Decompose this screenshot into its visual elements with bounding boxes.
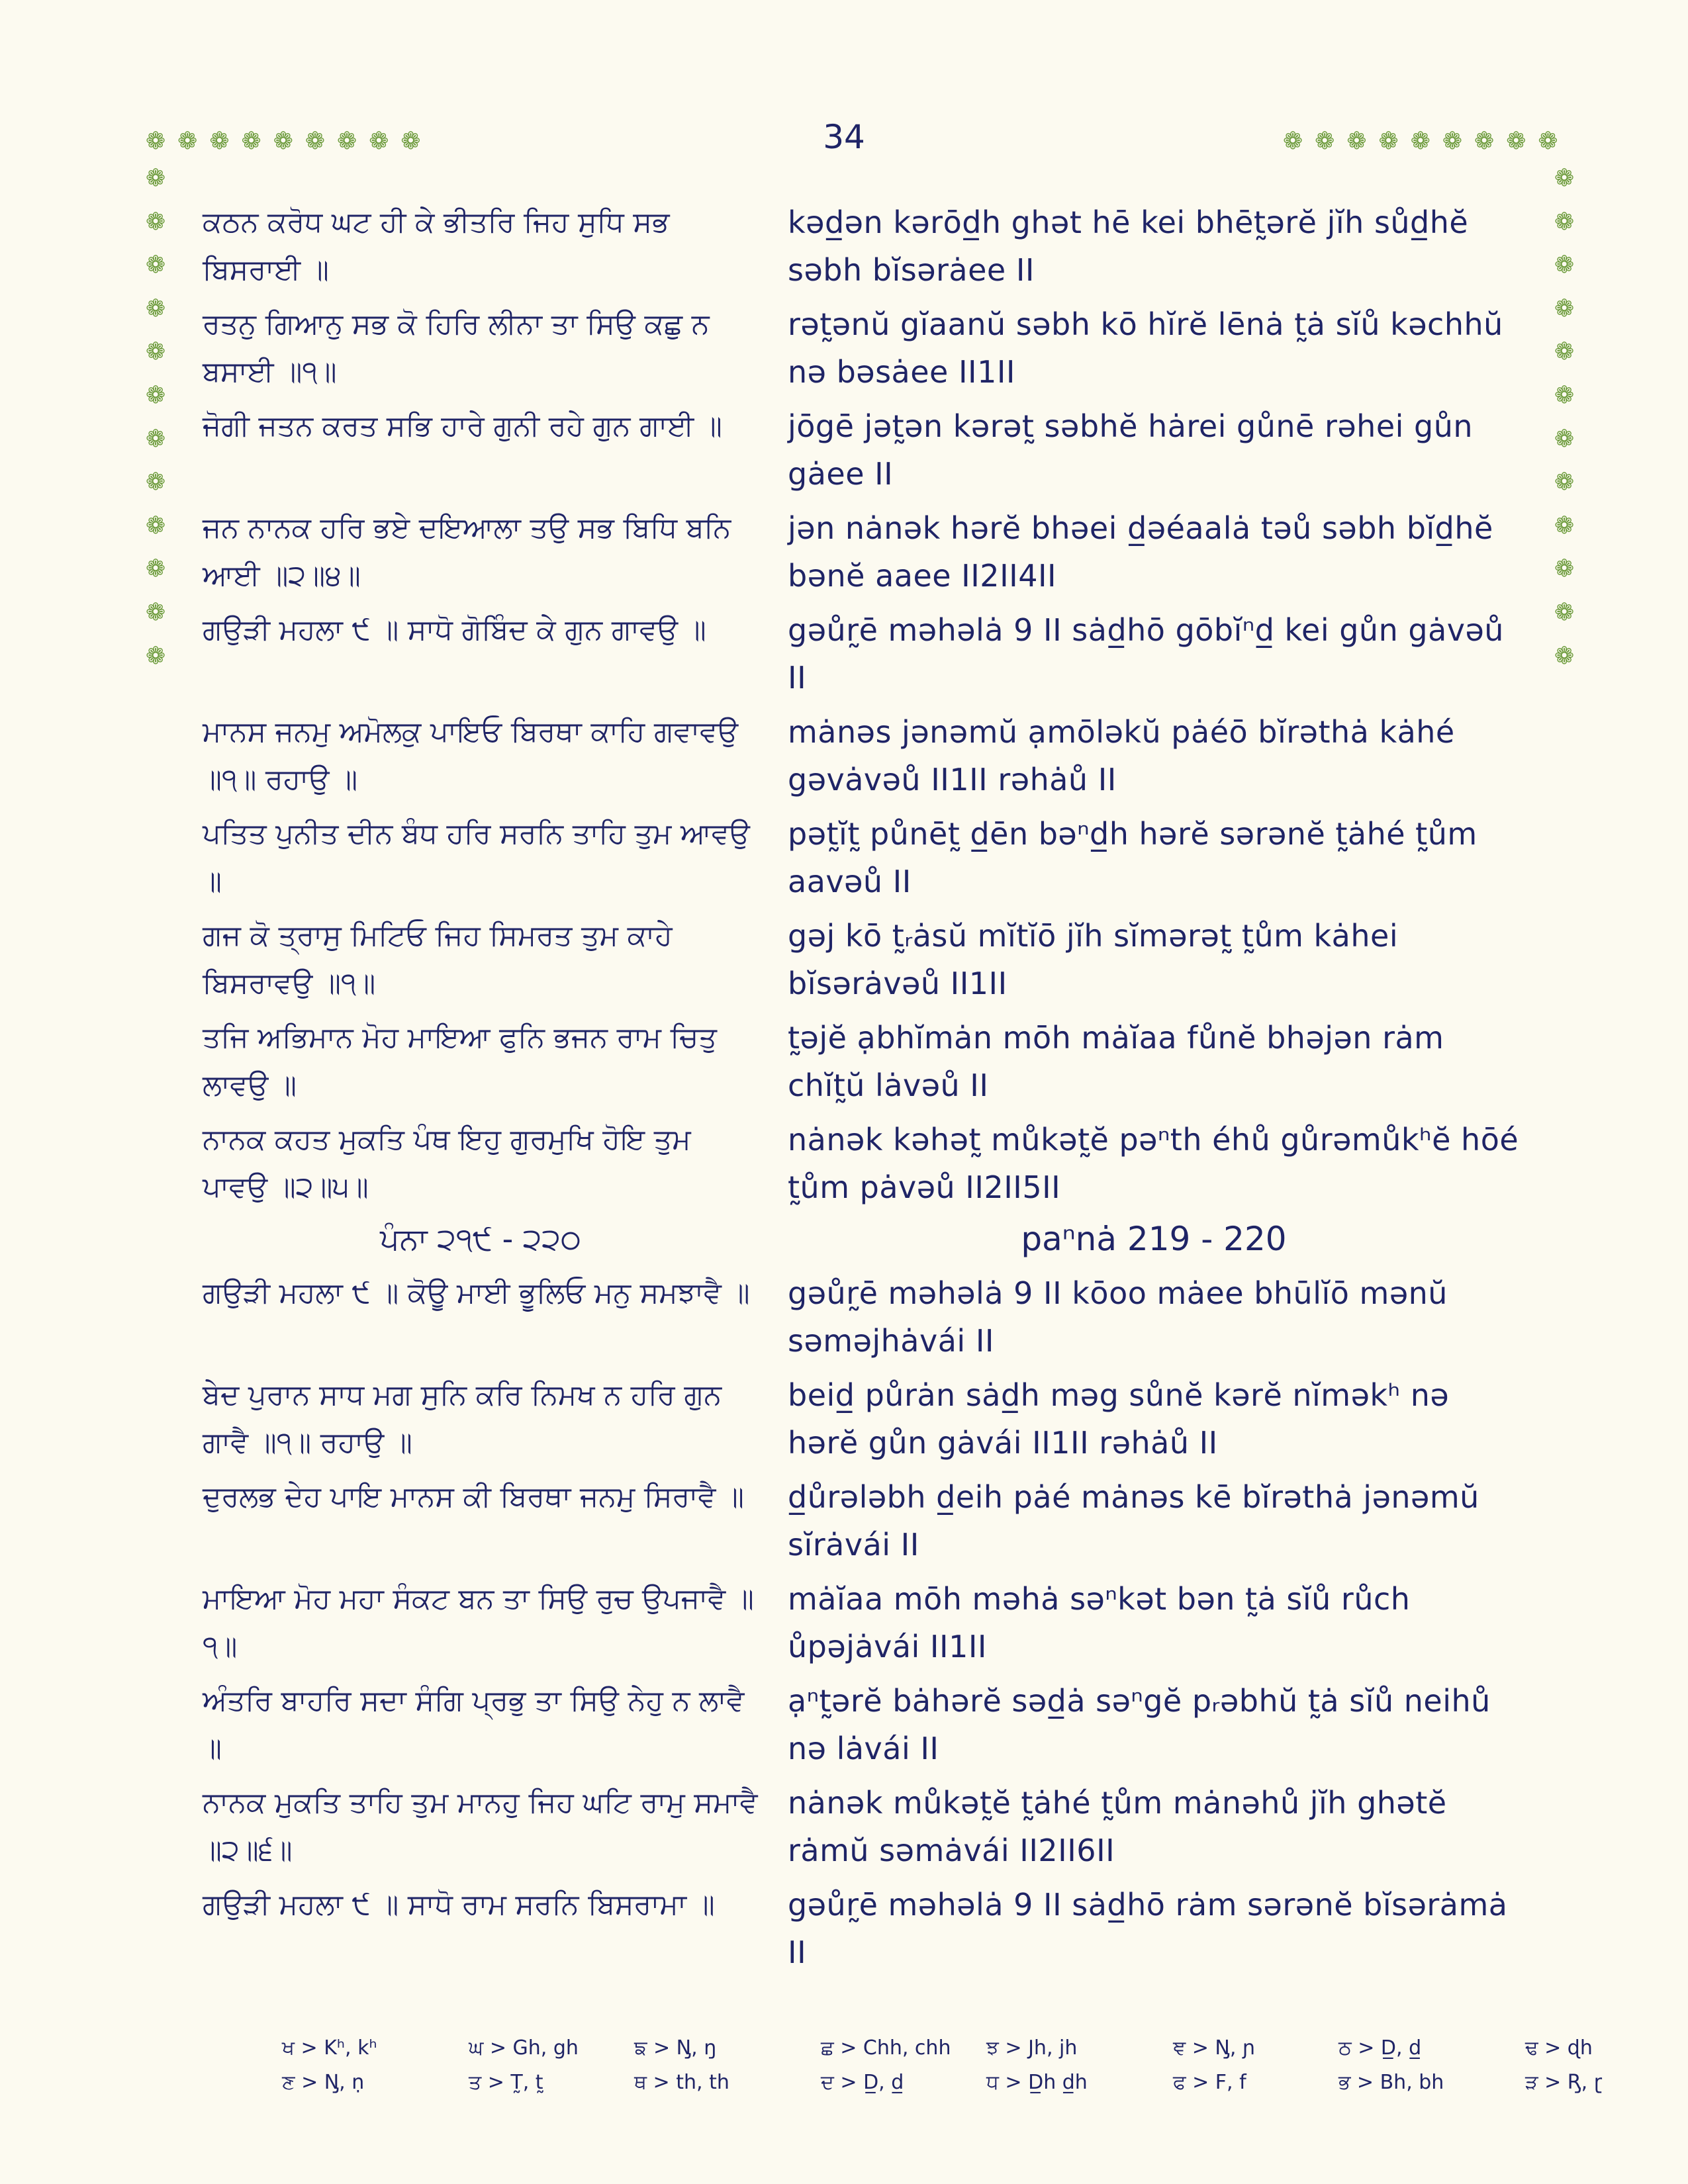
- gurmukhi-line: ਦੁਰਲਭ ਦੇਹ ਪਾਇ ਮਾਨਸ ਕੀ ਬਿਰਥਾ ਜਨਮੁ ਸਿਰਾਵੈ ॥: [203, 1480, 745, 1514]
- verse-row: [203, 1473, 1520, 1569]
- verse-row: [203, 1677, 1520, 1772]
- verse-row: [203, 199, 1520, 294]
- legend-item: ਠ > D̲, d̲: [1338, 2036, 1422, 2060]
- flower-icon: ❁: [1554, 512, 1575, 539]
- legend-item: ਭ > Bh, bh: [1338, 2070, 1444, 2094]
- flower-icon: ❁: [1554, 295, 1575, 322]
- flower-icon: ❁: [1410, 128, 1430, 155]
- ornament-left-border: [146, 167, 165, 668]
- flower-icon: ❁: [146, 128, 166, 155]
- legend-item: ਘ > Gh, gh: [469, 2036, 579, 2060]
- legend-item: ਫ > F, f: [1173, 2070, 1246, 2094]
- verse-row: [203, 1269, 1520, 1365]
- legend-item: ਣ > N̡, ṇ: [282, 2070, 365, 2094]
- transliteration-line: mȧnəs jənəmŭ ạmōləkŭ pȧéō bĭrəthȧ kȧhé gəvȧvəů II1II rəhȧů II: [788, 714, 1455, 797]
- verse-content: [203, 199, 1520, 1983]
- flower-icon: ❁: [146, 512, 166, 539]
- flower-icon: ❁: [209, 128, 230, 155]
- legend-item: ੜ > R̡, ɽ: [1525, 2070, 1603, 2094]
- flower-icon: ❁: [146, 251, 166, 279]
- transliteration-line: nȧnək kəhət̰ můkət̰ĕ pəⁿth éhů gůrəmůkʰĕ hōé t̰ům pȧvəů II2II5II: [788, 1122, 1519, 1205]
- transliteration-line: mȧĭaa mōh məhȧ səⁿkət bən t̰ȧ sĭů růch ůpəjȧvái II1II: [788, 1581, 1411, 1664]
- transliteration-line: beid̲ půrȧn sȧd̲h məg sůnĕ kərĕ nĭməkʰ nə hərĕ gůn gȧvái II1II rəhȧů II: [788, 1377, 1450, 1461]
- verse-row: [203, 402, 1520, 498]
- flower-icon: ❁: [1554, 338, 1575, 366]
- flower-icon: ❁: [369, 128, 389, 155]
- transliteration-line: jən nȧnək hərĕ bhəei d̲əéaalȧ təů səbh bĭd̲hĕ bənĕ aaee II2II4II: [788, 510, 1493, 594]
- verse-row: [203, 1779, 1520, 1874]
- transliteration-line: ạⁿt̰ərĕ bȧhərĕ səd̲ȧ səⁿgĕ pᵣəbhŭ t̰ȧ sĭů neihů nə lȧvái II: [788, 1683, 1491, 1766]
- flower-icon: ❁: [1554, 425, 1575, 453]
- legend-item: ਛ > Chh, chh: [821, 2036, 951, 2060]
- flower-icon: ❁: [241, 128, 261, 155]
- legend-item: ਞ > N̡, ɲ: [1173, 2036, 1256, 2060]
- flower-icon: ❁: [1538, 128, 1558, 155]
- page-reference-translit: paⁿnȧ 219 - 220: [1021, 1220, 1287, 1258]
- ornament-top-left: [146, 130, 421, 154]
- flower-icon: ❁: [305, 128, 326, 155]
- flower-icon: ❁: [1554, 469, 1575, 496]
- verse-row: [203, 708, 1520, 803]
- verse-row: [203, 1575, 1520, 1670]
- flower-icon: ❁: [1283, 128, 1303, 155]
- flower-icon: ❁: [1554, 165, 1575, 192]
- transliteration-legend: [282, 2030, 1603, 2099]
- gurmukhi-line: ਨਾਨਕ ਮੁਕਤਿ ਤਾਹਿ ਤੁਮ ਮਾਨਹੁ ਜਿਹ ਘਟਿ ਰਾਮੁ ਸਮਾਵੈ ॥੨॥੬॥: [203, 1786, 758, 1867]
- flower-icon: ❁: [146, 425, 166, 453]
- transliteration-line: jōgē jət̰ən kərət̰ səbhĕ hȧrei gůnē rəhei gůn gȧee II: [788, 408, 1474, 492]
- transliteration-line: nȧnək můkət̰ĕ t̰ȧhé t̰ům mȧnəhů jĭh ghətĕ rȧmŭ səmȧvái II2II6II: [788, 1785, 1447, 1868]
- transliteration-line: gəůr̰ē məhəlȧ 9 II sȧd̲hō rȧm sərənĕ bĭsərȧmȧ II: [788, 1887, 1508, 1970]
- flower-icon: ❁: [1378, 128, 1399, 155]
- flower-icon: ❁: [1554, 381, 1575, 409]
- gurmukhi-line: ਗਜ ਕੋ ਤ੍ਰਾਸੁ ਮਿਟਿਓ ਜਿਹ ਸਿਮਰਤ ਤੁਮ ਕਾਹੇ ਬਿਸਰਾਵਉ ॥੧॥: [203, 919, 673, 1000]
- gurmukhi-line: ਨਾਨਕ ਕਹਤ ਮੁਕਤਿ ਪੰਥ ਇਹੁ ਗੁਰਮੁਖਿ ਹੋਇ ਤੁਮ ਪਾਵਉ ॥੨॥੫॥: [203, 1123, 691, 1204]
- flower-icon: ❁: [1554, 598, 1575, 626]
- gurmukhi-line: ਅੰਤਰਿ ਬਾਹਰਿ ਸਦਾ ਸੰਗਿ ਪ੍ਰਭੁ ਤਾ ਸਿਉ ਨੇਹੁ ਨ ਲਾਵੈ ॥: [203, 1684, 745, 1765]
- legend-item: ਢ > ɖh: [1525, 2036, 1593, 2060]
- verse-row: [203, 1371, 1520, 1467]
- gurmukhi-line: ਜਨ ਨਾਨਕ ਹਰਿ ਭਏ ਦਇਆਲਾ ਤਉ ਸਭ ਬਿਧਿ ਬਨਿ ਆਈ ॥੨॥੪॥: [203, 512, 731, 592]
- legend-item: ਖ > Kʰ, kʰ: [282, 2036, 377, 2060]
- ornament-top-right: [1283, 130, 1558, 154]
- transliteration-line: rət̰ənŭ gĭaanŭ səbh kō hĭrĕ lēnȧ t̰ȧ sĭů kəchhŭ nə bəsȧee II1II: [788, 306, 1503, 390]
- flower-icon: ❁: [146, 381, 166, 409]
- flower-icon: ❁: [146, 555, 166, 583]
- flower-icon: ❁: [146, 469, 166, 496]
- page-reference-gurmukhi: ਪੰਨਾ ੨੧੯ - ੨੨੦: [380, 1221, 581, 1257]
- flower-icon: ❁: [1506, 128, 1526, 155]
- flower-icon: ❁: [146, 165, 166, 192]
- flower-icon: ❁: [146, 295, 166, 322]
- legend-row: [282, 2030, 1593, 2065]
- legend-item: ਦ > D̲, d̲: [821, 2070, 904, 2094]
- flower-icon: ❁: [1474, 128, 1495, 155]
- transliteration-line: kəd̲ən kərōd̲h ghət hē kei bhēt̰ərĕ jĭh sůd̲hĕ səbh bĭsərȧee II: [788, 205, 1469, 288]
- verse-row: [203, 1881, 1520, 1976]
- gurmukhi-line: ਤਜਿ ਅਭਿਮਾਨ ਮੋਹ ਮਾਇਆ ਫੁਨਿ ਭਜਨ ਰਾਮ ਚਿਤੁ ਲਾਵਉ ॥: [203, 1021, 717, 1102]
- transliteration-line: gəůr̰ē məhəlȧ 9 II kōoo mȧee bhūlĭō mənŭ səməjhȧvái II: [788, 1275, 1448, 1359]
- verse-row: [203, 1014, 1520, 1109]
- flower-icon: ❁: [146, 642, 166, 670]
- gurmukhi-line: ਜੋਗੀ ਜਤਨ ਕਰਤ ਸਭਿ ਹਾਰੇ ਗੁਨੀ ਰਹੇ ਗੁਨ ਗਾਈ ॥: [203, 410, 722, 443]
- gurmukhi-line: ਮਾਇਆ ਮੋਹ ਮਹਾ ਸੰਕਟ ਬਨ ਤਾ ਸਿਉ ਰੁਚ ਉਪਜਾਵੈ ॥੧॥: [203, 1582, 754, 1663]
- gurmukhi-line: ਕਠਨ ਕਰੋਧ ਘਟ ਹੀ ਕੇ ਭੀਤਰਿ ਜਿਹ ਸੁਧਿ ਸਭ ਬਿਸਰਾਈ ॥: [203, 206, 670, 287]
- gurmukhi-line: ਗਉੜੀ ਮਹਲਾ ੯ ॥ ਕੋਊ ਮਾਈ ਭੂਲਿਓ ਮਨੁ ਸਮਝਾਵੈ ॥: [203, 1277, 750, 1310]
- gurmukhi-line: ਗਉੜੀ ਮਹਲਾ ੯ ॥ ਸਾਧੋ ਗੋਬਿੰਦ ਕੇ ਗੁਨ ਗਾਵਉ ॥: [203, 614, 706, 647]
- gurmukhi-line: ਪਤਿਤ ਪੁਨੀਤ ਦੀਨ ਬੰਧ ਹਰਿ ਸਰਨਿ ਤਾਹਿ ਤੁਮ ਆਵਉ ॥: [203, 817, 750, 898]
- gurmukhi-line: ਗਉੜੀ ਮਹਲਾ ੯ ॥ ਸਾਧੋ ਰਾਮ ਸਰਨਿ ਬਿਸਰਾਮਾ ॥: [203, 1888, 715, 1921]
- legend-item: ਧ > D̲h d̲h: [986, 2070, 1088, 2094]
- verse-row: [203, 1116, 1520, 1211]
- flower-icon: ❁: [177, 128, 198, 155]
- gurmukhi-line: ਰਤਨੁ ਗਿਆਨੁ ਸਭ ਕੋ ਹਿਰਿ ਲੀਨਾ ਤਾ ਸਿਉ ਕਛੁ ਨ ਬਸਾਈ ॥੧॥: [203, 308, 710, 388]
- flower-icon: ❁: [1554, 251, 1575, 279]
- flower-icon: ❁: [337, 128, 357, 155]
- gurmukhi-line: ਮਾਨਸ ਜਨਮੁ ਅਮੋਲਕੁ ਪਾਇਓ ਬਿਰਥਾ ਕਾਹਿ ਗਵਾਵਉ ॥੧॥ ਰਹਾਉ ॥: [203, 715, 739, 796]
- transliteration-line: t̰əjĕ ạbhĭmȧn mōh mȧĭaa fůnĕ bhəjən rȧm chĭt̰ŭ lȧvəů II: [788, 1020, 1444, 1103]
- flower-icon: ❁: [1346, 128, 1367, 155]
- legend-item: ਥ > th, th: [634, 2070, 729, 2094]
- verse-row: [203, 606, 1520, 702]
- gurmukhi-line: ਬੇਦ ਪੁਰਾਨ ਸਾਧ ਮਗ ਸੁਨਿ ਕਰਿ ਨਿਮਖ ਨ ਹਰਿ ਗੁਨ ਗਾਵੈ ॥੧॥ ਰਹਾਉ ॥: [203, 1379, 722, 1459]
- ornament-right-border: [1554, 167, 1574, 668]
- verse-row: [203, 504, 1520, 600]
- legend-item: ਙ > N̡, ŋ: [634, 2036, 717, 2060]
- flower-icon: ❁: [1554, 555, 1575, 583]
- flower-icon: ❁: [146, 338, 166, 366]
- verse-row: [203, 810, 1520, 905]
- transliteration-line: gəj kō t̰ᵣȧsŭ mĭtĭō jĭh sĭmərət̰ t̰ům kȧhei bĭsərȧvəů II1II: [788, 918, 1399, 1001]
- legend-item: ਤ > T̰, t̰: [469, 2070, 543, 2094]
- legend-item: ਝ > Jh, jh: [986, 2036, 1078, 2060]
- page-reference: [203, 1218, 1520, 1260]
- transliteration-line: pət̰ĭt̰ půnēt̰ d̲ēn bəⁿd̲h hərĕ sərənĕ t̰ȧhé t̰ům aavəů II: [788, 816, 1477, 899]
- flower-icon: ❁: [400, 128, 421, 155]
- flower-icon: ❁: [273, 128, 293, 155]
- flower-icon: ❁: [146, 208, 166, 236]
- flower-icon: ❁: [146, 598, 166, 626]
- legend-row: [282, 2065, 1603, 2099]
- flower-icon: ❁: [1554, 208, 1575, 236]
- transliteration-line: d̲ůrələbh d̲eih pȧé mȧnəs kē bĭrəthȧ jənəmŭ sĭrȧvái II: [788, 1479, 1479, 1563]
- verse-row: [203, 912, 1520, 1007]
- verse-row: [203, 300, 1520, 396]
- transliteration-line: gəůr̰ē məhəlȧ 9 II sȧd̲hō gōbĭⁿd̲ kei gůn gȧvəů II: [788, 612, 1504, 696]
- page-number: 34: [823, 118, 865, 156]
- flower-icon: ❁: [1442, 128, 1463, 155]
- flower-icon: ❁: [1554, 642, 1575, 670]
- flower-icon: ❁: [1315, 128, 1335, 155]
